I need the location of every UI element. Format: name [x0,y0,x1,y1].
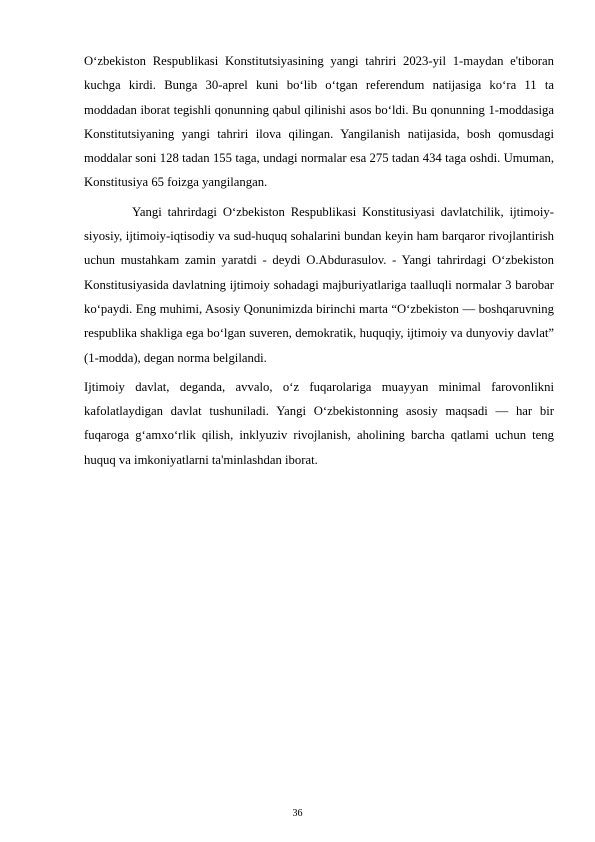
paragraph-social-state-definition: Ijtimoiy davlat, deganda, avvalo, o‘z fuqarolariga muayyan minimal farovonlikni kafolatlaydigan davlat tushuniladi. Yangi O‘zbekistonning asosiy maqsadi — har bir fuqaroga g‘amxo‘rlik qilish, inklyuziv rivojlanish, aholining barcha qatlami uchun teng huquq va imkoniyatlarni ta'minlashdan iborat. [84,379,554,467]
paragraph-social-state-provisions: Yangi tahrirdagi O‘zbekiston Respublikasi Konstitusiyasi davlatchilik, ijtimoiy-siyosiy, ijtimoiy-iqtisodiy va sud-huquq sohalarini bundan keyin ham barqaror rivojlantirish uchun mustahkam zamin yaratdi - deydi O.Abdurasulov. - Yangi tahrirdagi O‘zbekiston Konstitusiyasida davlatning ijtimoiy sohadagi majburiyatlariga taalluqli normalar 3 barobar ko‘paydi. Eng muhimi, Asosiy Qonunimizda birinchi marta “O‘zbekiston — boshqaruvning respublika shakliga ega bo‘lgan suveren, demokratik, huquqiy, ijtimoiy va dunyoviy davlat” (1-modda), degan norma belgilandi. [84,204,554,365]
page-body [84,49,554,472]
page-number: 36 [292,808,303,819]
paragraph-constitution-update: O‘zbekiston Respublikasi Konstitutsiyasining yangi tahriri 2023-yil 1-maydan e'tiboran kuchga kirdi. Bunga 30-aprel kuni bo‘lib o‘tgan referendum natijasiga ko‘ra 11 ta moddadan iborat tegishli qonunning qabul qilinishi asos bo‘ldi. Bu qonunning 1-moddasiga Konstitutsiyaning yangi tahriri ilova qilingan. Yangilanish natijasida, bosh qomusdagi moddalar soni 128 tadan 155 taga, undagi normalar esa 275 tadan 434 taga oshdi. Umuman, Konstitusiya 65 foizga yangilangan. [84,54,554,190]
